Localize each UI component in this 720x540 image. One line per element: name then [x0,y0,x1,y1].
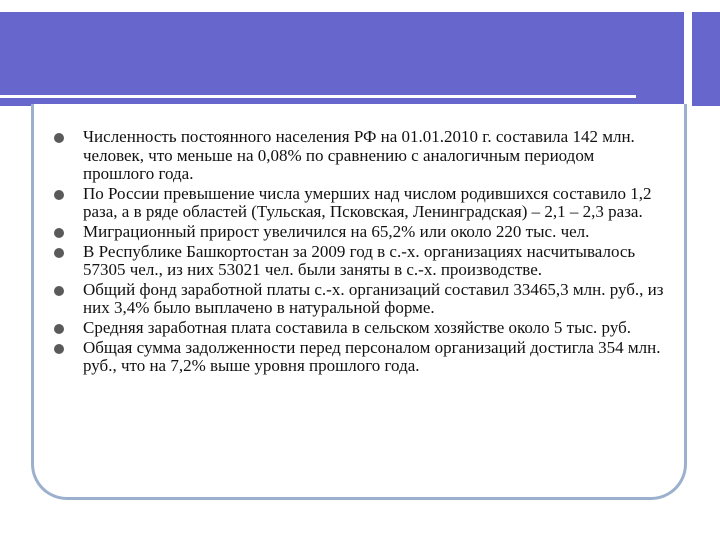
list-item [46,185,666,222]
bullet-icon [54,190,64,200]
bullet-text: В Республике Башкортостан за 2009 год в с.-х. организациях насчитывалось 57305 чел., из них 53021 чел. были заняты в с.-х. производстве. [83,241,636,280]
list-item [46,319,666,338]
title-bar [0,12,720,106]
bullet-text: Численность постоянного населения РФ на 01.01.2010 г. составила 142 млн. человек, что меньше на 0,08% по сравнению с аналогичным периодом прошлого года. [83,127,635,184]
list-item [46,339,666,376]
bullet-icon [54,228,64,238]
bullet-icon [54,248,64,258]
bullet-text: Общая сумма задолженности перед персоналом организаций достигла 354 млн. руб., что на 7,2% выше уровня прошлого года. [83,337,661,376]
bullet-icon [54,324,64,334]
bullet-text: По России превышение числа умерших над числом родившихся составило 1,2 раза, а в ряде областей (Тульская, Псковская, Ленинградская) – 2,1 – 2,3 раза. [83,183,652,222]
list-item [46,223,666,242]
bullet-icon [54,133,64,143]
list-item [46,243,666,280]
bullet-icon [54,344,64,354]
bullet-text: Миграционный прирост увеличился на 65,2% или около 220 тыс. чел. [83,221,590,241]
list-item [46,281,666,318]
bullet-list [46,128,666,377]
bullet-text: Средняя заработная плата составила в сельском хозяйстве около 5 тыс. руб. [83,317,632,337]
list-item [46,128,666,184]
bullet-icon [54,286,64,296]
title-underline [0,95,636,98]
title-bar-notch [684,12,692,106]
bullet-text: Общий фонд заработной платы с.-х. организаций составил 33465,3 млн. руб., из них 3,4% было выплачено в натуральной форме. [83,279,664,318]
